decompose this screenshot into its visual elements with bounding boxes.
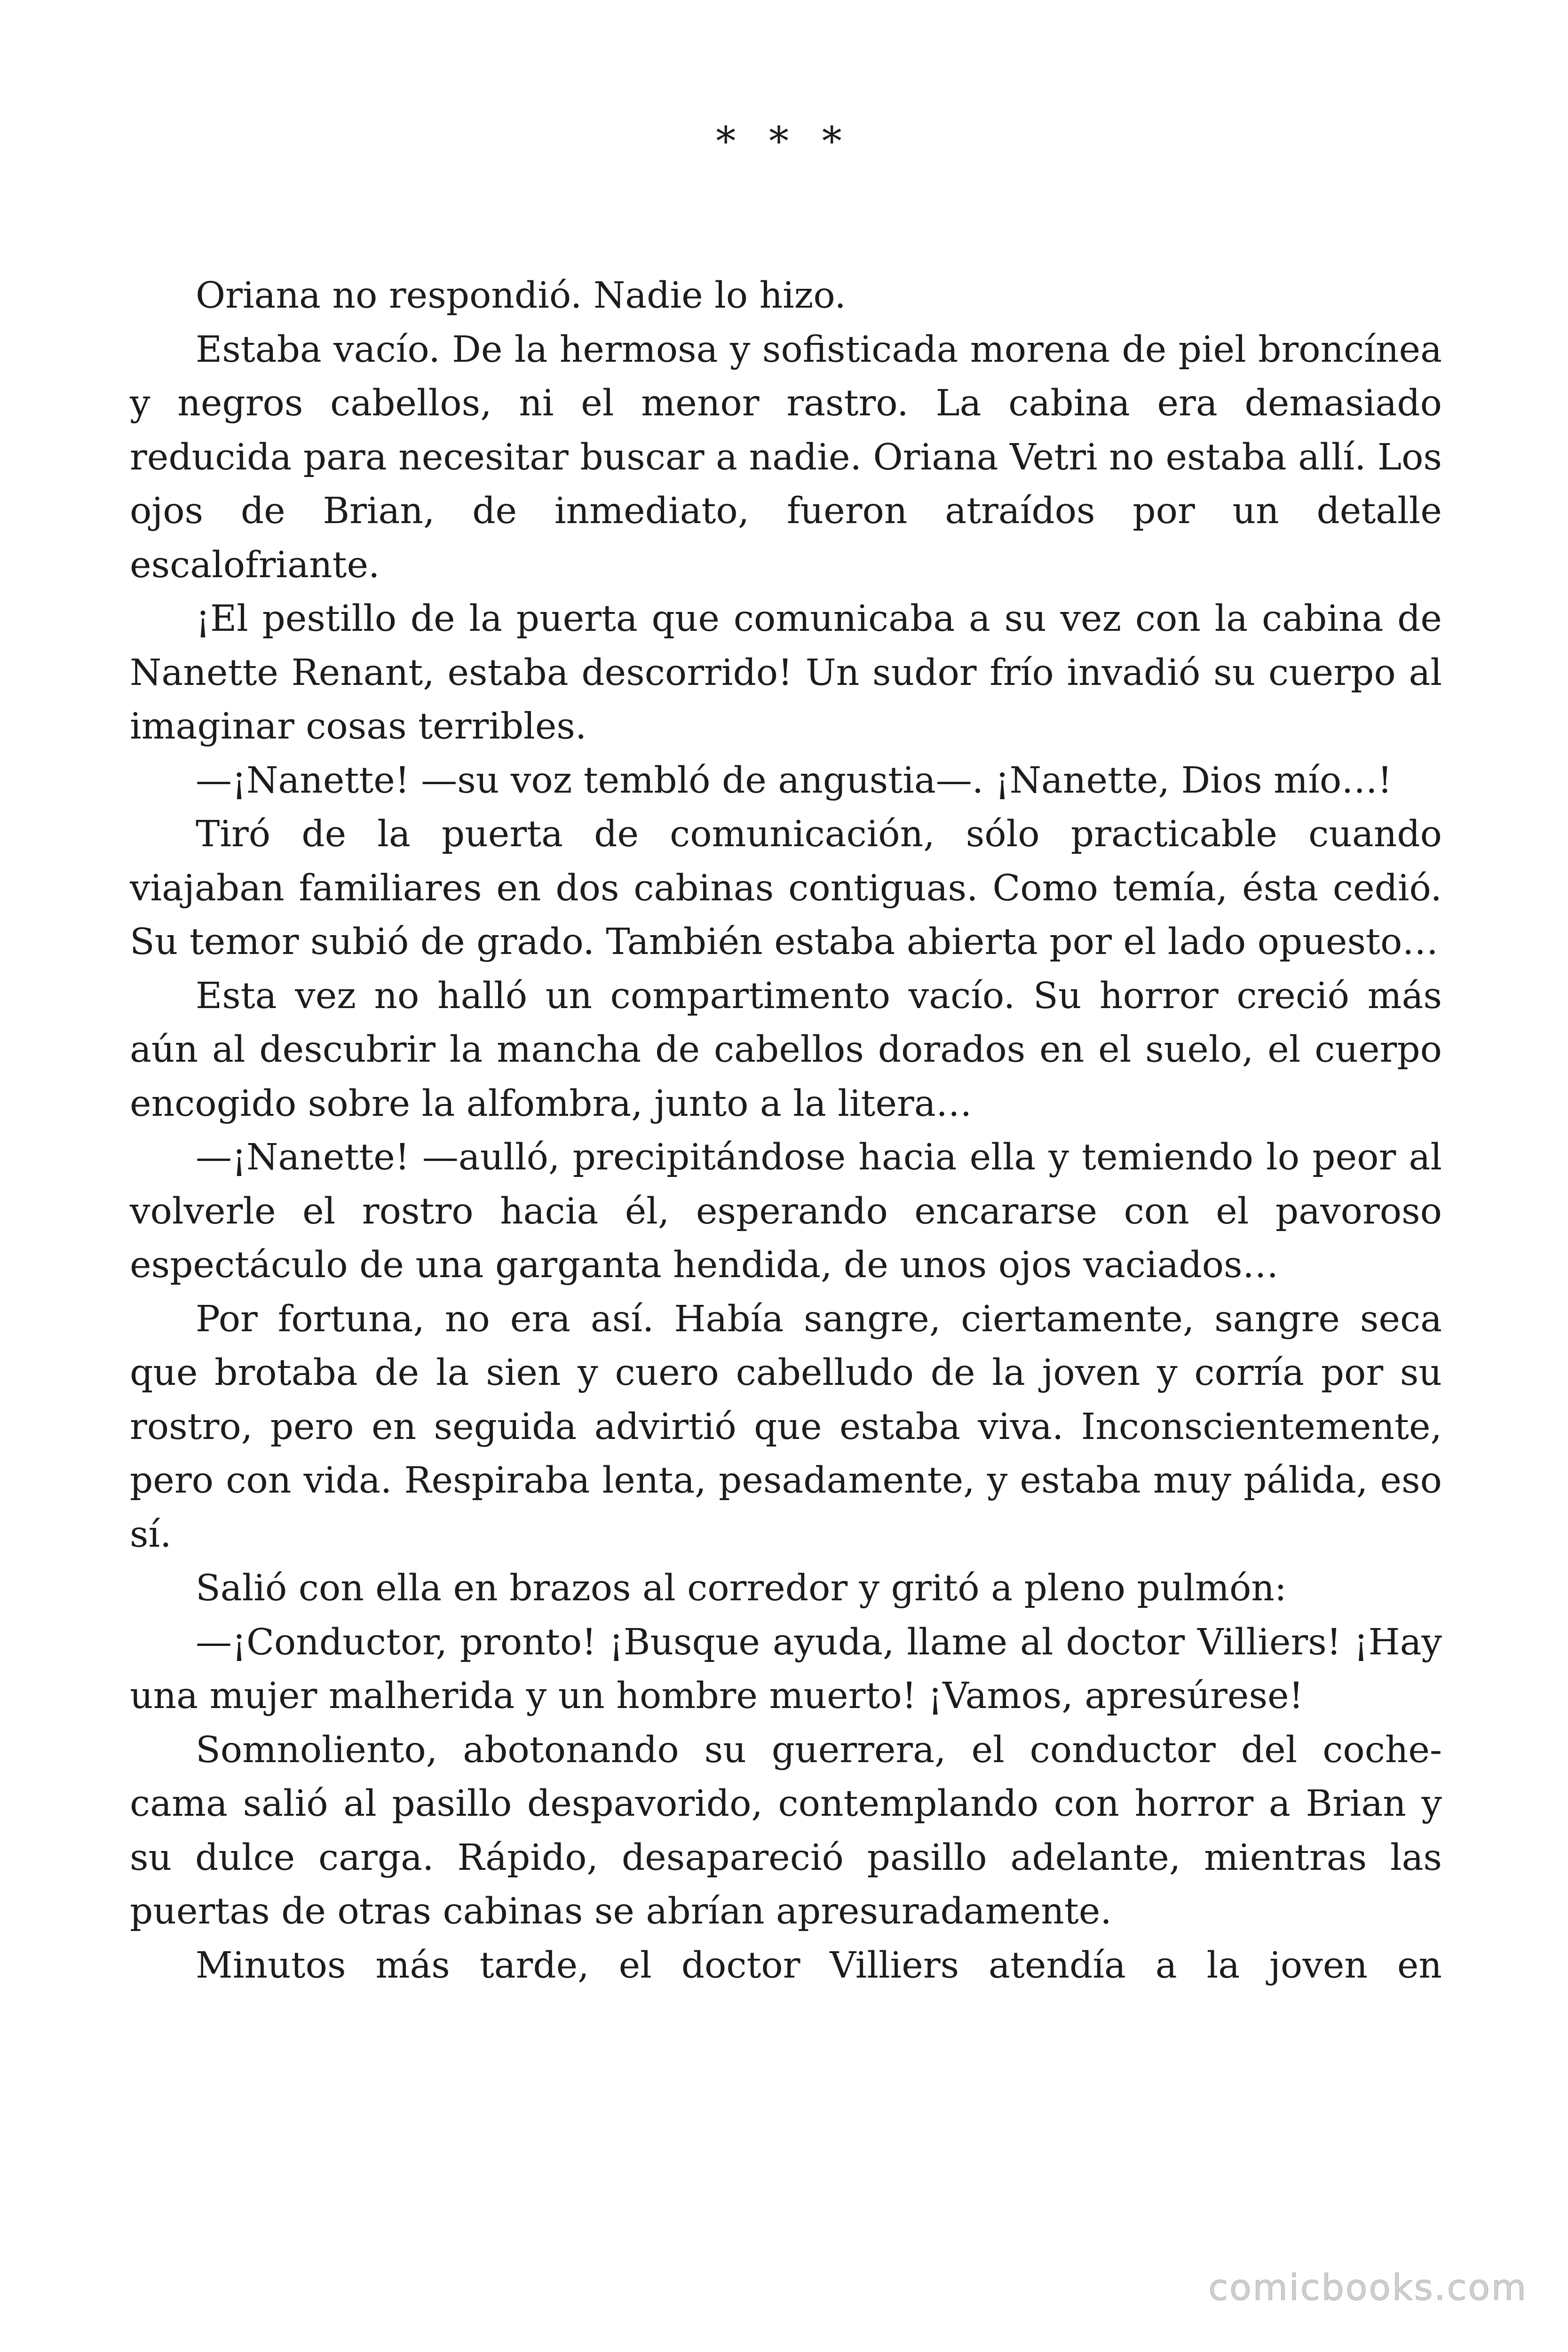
paragraph: Esta vez no halló un compartimento vacío. Su horror creció más aún al descubrir la mancha de cabellos dorados en el suelo, el cuerpo encogido sobre la alfombra, junto a la litera… [130,975,1442,1125]
paragraph: Minutos más tarde, el doctor Villiers atendía a la joven en [196,1944,1442,1986]
paragraph: ¡El pestillo de la puerta que comunicaba a su vez con la cabina de Nanette Renant, estaba descorrido! Un sudor frío invadió su cuerpo al imaginar cosas terribles. [130,598,1442,747]
paragraph: —¡Conductor, pronto! ¡Busque ayuda, llame al doctor Villiers! ¡Hay una mujer malherida y un hombre muerto! ¡Vamos, apresúrese! [130,1621,1442,1717]
paragraph: —¡Nanette! —su voz tembló de angustia—. ¡Nanette, Dios mío…! [196,759,1393,802]
paragraph: Oriana no respondió. Nadie lo hizo. [196,275,846,317]
paragraph: Somnoliento, abotonando su guerrera, el conductor del coche-cama salió al pasillo despavorido, contemplando con horror a Brian y su dulce carga. Rápido, desapareció pasillo adelante, mientras las puertas de otras cabinas se abrían apresuradamente. [130,1729,1442,1932]
paragraph: Estaba vacío. De la hermosa y sofisticada morena de piel broncínea y negros cabellos, ni el menor rastro. La cabina era demasiado reducida para necesitar buscar a nadie. Oriana Vetri no estaba allí. Los ojos de Brian, de inmediato, fueron atraídos por un detalle escalofriante. [130,328,1442,586]
paragraph: —¡Nanette! —aulló, precipitándose hacia ella y temiendo lo peor al volverle el rostro hacia él, esperando encararse con el pavoroso espectáculo de una garganta hendida, de unos ojos vaciados… [130,1136,1442,1286]
paragraph: Salió con ella en brazos al corredor y gritó a pleno pulmón: [196,1567,1287,1609]
paragraph: Tiró de la puerta de comunicación, sólo practicable cuando viajaban familiares en dos cabinas contiguas. Como temía, ésta cedió. Su temor subió de grado. También estaba abierta por el lado opuesto… [130,813,1442,963]
paragraph: Por fortuna, no era así. Había sangre, ciertamente, sangre seca que brotaba de la sien y cuero cabelludo de la joven y corría por su rostro, pero en seguida advirtió que estaba viva. Inconscientemente, pero con vida. Respiraba lenta, pesadamente, y estaba muy pálida, eso sí. [130,1298,1442,1556]
section-separator: * * * [716,118,852,164]
body-text [130,269,1442,1993]
watermark: comicbooks.com [1208,2266,1528,2308]
